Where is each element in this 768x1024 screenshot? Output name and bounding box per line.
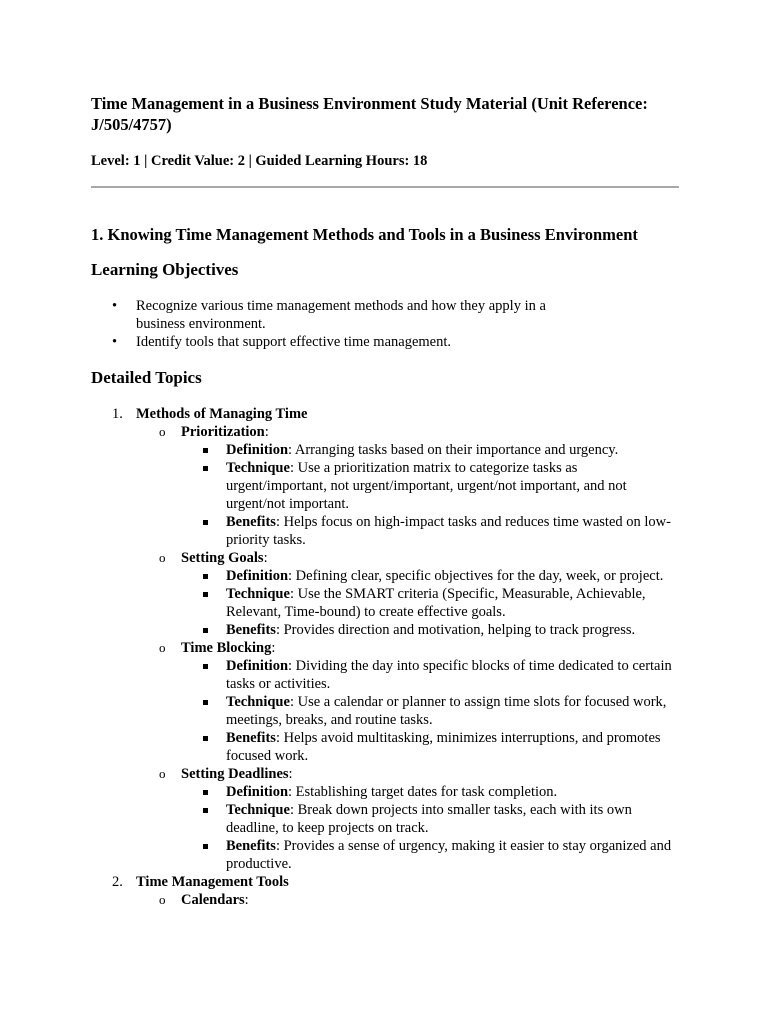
point-term: Benefits [226,838,276,854]
method-colon: : [244,892,249,908]
learning-objectives-list [91,297,679,351]
objective-text: Recognize various time management methods and how they apply in a business environment. [136,298,546,332]
point-item [181,657,679,693]
point-term: Technique [226,586,290,602]
point-term: Definition [226,442,289,458]
square-bullet-icon [203,466,208,471]
point-item [181,729,679,765]
topic-item [91,405,679,873]
point-item [181,459,679,513]
method-colon: : [288,766,293,782]
circle-bullet-icon: o [159,766,166,781]
method-item [136,639,679,765]
method-title: Calendars [181,892,245,908]
point-item [181,513,679,549]
method-list [136,891,679,909]
square-bullet-icon [203,592,208,597]
square-bullet-icon [203,844,208,849]
square-bullet-icon [203,664,208,669]
square-bullet-icon [203,628,208,633]
point-item [181,783,679,801]
detailed-topics-heading: Detailed Topics [91,368,202,387]
point-list [181,657,679,765]
point-item [181,585,679,621]
point-list [181,441,679,549]
point-term: Technique [226,802,290,818]
point-text: : Dividing the day into specific blocks of time dedicated to certain tasks or activities. [226,658,672,692]
point-term: Definition [226,568,289,584]
point-text: : Provides a sense of urgency, making it easier to stay organized and productive. [226,838,672,872]
point-term: Benefits [226,514,276,530]
method-title: Prioritization [181,424,265,440]
point-text: : Defining clear, specific objectives for the day, week, or project. [288,568,664,584]
point-term: Benefits [226,622,276,638]
point-item [181,693,679,729]
point-item [181,441,679,459]
point-term: Technique [226,460,290,476]
point-text: : Break down projects into smaller tasks, each with its own deadline, to keep projects on track. [226,802,632,836]
point-text: : Use a calendar or planner to assign time slots for focused work, meetings, breaks, and routine tasks. [226,694,667,728]
document-page [91,93,679,908]
topic-number: 1. [112,406,123,422]
point-text: : Arranging tasks based on their importance and urgency. [288,442,619,458]
unit-meta-line: Level: 1 | Credit Value: 2 | Guided Learning Hours: 18 [91,153,428,169]
method-item [136,891,679,909]
square-bullet-icon [203,808,208,813]
point-text: : Use the SMART criteria (Specific, Measurable, Achievable, Relevant, Time-bound) to create effective goals. [226,586,646,620]
point-item [181,801,679,837]
point-text: : Helps focus on high-impact tasks and reduces time wasted on low-priority tasks. [226,514,671,548]
method-title: Time Blocking [181,640,272,656]
topic-item [91,873,679,909]
topic-title: Methods of Managing Time [136,406,308,422]
objective-item [91,333,596,351]
point-text: : Establishing target dates for task completion. [288,784,558,800]
circle-bullet-icon: o [159,892,166,907]
objective-item [91,297,596,333]
section-heading: 1. Knowing Time Management Methods and Tools in a Business Environment [91,225,638,244]
learning-objectives-heading: Learning Objectives [91,260,239,279]
point-item [181,621,679,639]
point-item [181,567,679,585]
point-text: : Helps avoid multitasking, minimizes interruptions, and promotes focused work. [226,730,661,764]
bullet-dot-icon: • [112,334,118,350]
square-bullet-icon [203,790,208,795]
method-item [136,423,679,549]
horizontal-divider [91,186,679,188]
point-text: : Provides direction and motivation, helping to track progress. [275,622,636,638]
circle-bullet-icon: o [159,424,166,439]
circle-bullet-icon: o [159,550,166,565]
point-list [181,567,679,639]
point-term: Definition [226,784,289,800]
square-bullet-icon [203,700,208,705]
square-bullet-icon [203,448,208,453]
point-term: Technique [226,694,290,710]
document-title: Time Management in a Business Environment Study Material (Unit Reference: J/505/4757) [91,94,648,134]
topic-number: 2. [112,874,123,890]
point-item [181,837,679,873]
point-text: : Use a prioritization matrix to categorize tasks as urgent/important, not urgent/important, urgent/not important, and not urgent/not important. [226,460,627,512]
circle-bullet-icon: o [159,640,166,655]
method-item [136,765,679,873]
point-term: Definition [226,658,289,674]
bullet-dot-icon: • [112,298,118,314]
method-title: Setting Deadlines [181,766,289,782]
point-list [181,783,679,873]
detailed-topics-list [91,405,679,909]
method-list [136,423,679,873]
point-term: Benefits [226,730,276,746]
method-title: Setting Goals [181,550,264,566]
method-colon: : [264,424,269,440]
square-bullet-icon [203,574,208,579]
method-colon: : [271,640,276,656]
method-item [136,549,679,639]
objective-text: Identify tools that support effective time management. [136,334,452,350]
square-bullet-icon [203,736,208,741]
method-colon: : [263,550,268,566]
square-bullet-icon [203,520,208,525]
topic-title: Time Management Tools [136,874,289,890]
